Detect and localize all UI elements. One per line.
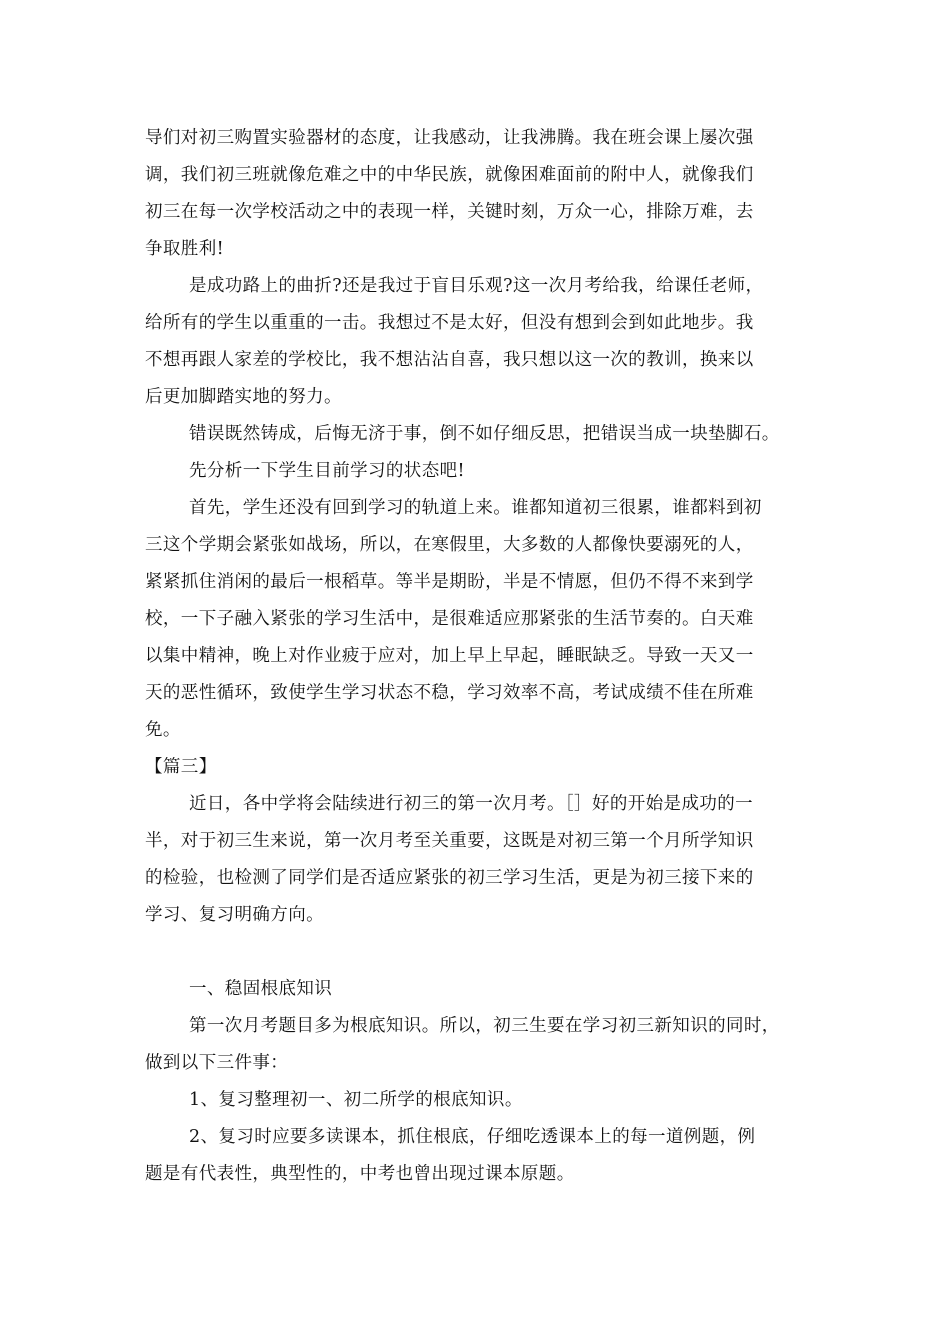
paragraph-line: 天的恶性循环，致使学生学习状态不稳，学习效率不高，考试成绩不佳在所难 [145, 683, 754, 703]
paragraph-line: 后更加脚踏实地的努力。 [145, 387, 342, 407]
paragraph-line: 初三在每一次学校活动之中的表现一样，关键时刻，万众一心，排除万难，去 [145, 202, 754, 222]
paragraph-line: 调，我们初三班就像危难之中的中华民族，就像困难面前的附中人，就像我们 [145, 165, 754, 185]
paragraph-line: 第一次月考题目多为根底知识。所以，初三生要在学习初三新知识的同时， [189, 1016, 780, 1036]
paragraph-line: 校，一下子融入紧张的学习生活中，是很难适应那紧张的生活节奏的。白天难 [145, 609, 754, 629]
subsection-heading: 一、稳固根底知识 [189, 979, 333, 999]
paragraph-line: 紧紧抓住消闲的最后一根稻草。等半是期盼，半是不情愿，但仍不得不来到学 [145, 572, 754, 592]
paragraph-line: 先分析一下学生目前学习的状态吧! [189, 461, 465, 481]
paragraph-line: 错误既然铸成，后悔无济于事，倒不如仔细反思，把错误当成一块垫脚石。 [189, 424, 780, 444]
paragraph-line: 以集中精神，晚上对作业疲于应对，加上早上早起，睡眠缺乏。导致一天又一 [145, 646, 754, 666]
paragraph-line: 半，对于初三生来说，第一次月考至关重要，这既是对初三第一个月所学知识 [145, 831, 754, 851]
list-item: 1、复习整理初一、初二所学的根底知识。 [189, 1090, 523, 1110]
section-heading: 【篇三】 [145, 757, 217, 777]
paragraph-line: 免。 [145, 720, 181, 740]
paragraph-line: 近日，各中学将会陆续进行初三的第一次月考。［］好的开始是成功的一 [189, 794, 754, 814]
paragraph-line: 是成功路上的曲折?还是我过于盲目乐观?这一次月考给我，给课任老师， [189, 276, 764, 296]
paragraph-line: 争取胜利! [145, 239, 225, 259]
paragraph-line: 首先，学生还没有回到学习的轨道上来。谁都知道初三很累，谁都料到初 [189, 498, 762, 518]
paragraph-line: 做到以下三件事： [145, 1053, 289, 1073]
paragraph-line: 不想再跟人家差的学校比，我不想沾沾自喜，我只想以这一次的教训，换来以 [145, 350, 754, 370]
paragraph-line: 的检验，也检测了同学们是否适应紧张的初三学习生活，更是为初三接下来的 [145, 868, 754, 888]
paragraph-line: 三这个学期会紧张如战场，所以，在寒假里，大多数的人都像快要溺死的人， [145, 535, 754, 555]
paragraph-line: 题是有代表性，典型性的，中考也曾出现过课本原题。 [145, 1164, 575, 1184]
paragraph-line: 导们对初三购置实验器材的态度，让我感动，让我沸腾。我在班会课上屡次强 [145, 128, 754, 148]
paragraph-line: 学习、复习明确方向。 [145, 905, 324, 925]
list-item: 2、复习时应要多读课本，抓住根底，仔细吃透课本上的每一道例题，例 [189, 1127, 756, 1147]
paragraph-line: 给所有的学生以重重的一击。我想过不是太好，但没有想到会到如此地步。我 [145, 313, 754, 333]
